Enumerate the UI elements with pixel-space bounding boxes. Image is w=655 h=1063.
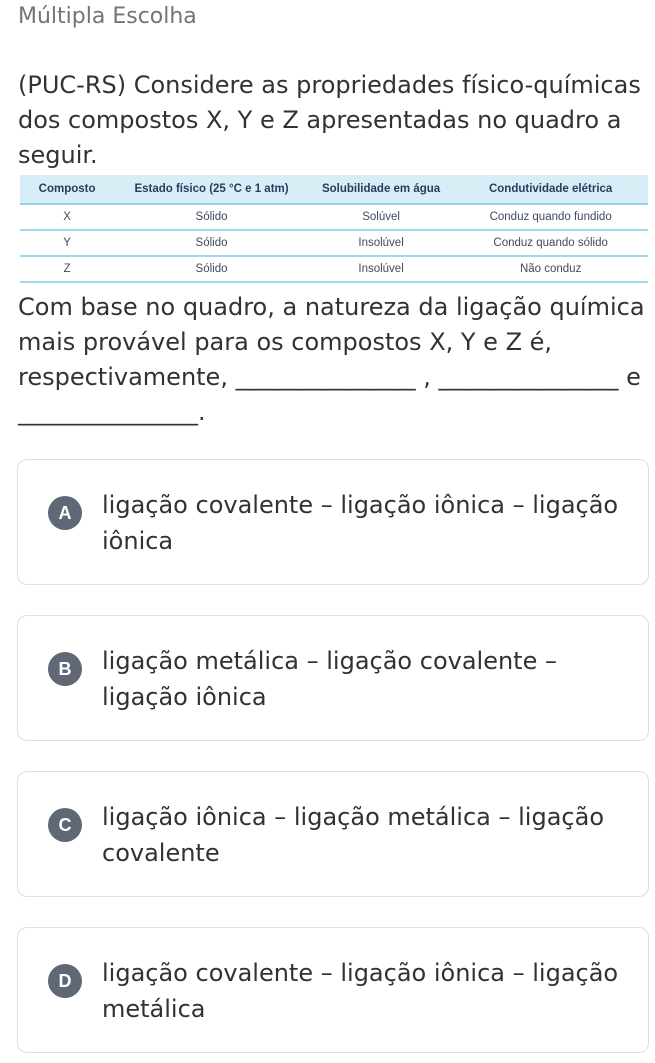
table-cell: Solúvel: [309, 204, 453, 230]
option-letter-badge: B: [48, 652, 82, 686]
option-letter-badge: C: [48, 808, 82, 842]
table-cell: Conduz quando fundido: [453, 204, 648, 230]
option-c[interactable]: [17, 771, 649, 897]
option-text: ligação metálica – ligação covalente – ligação iônica: [102, 647, 557, 711]
table-cell: X: [20, 204, 114, 230]
table-row: [20, 230, 648, 256]
table-row: [20, 204, 648, 230]
option-text: ligação covalente – ligação iônica – ligação iônica: [102, 491, 619, 555]
header-estado-fisico: Estado físico (25 °C e 1 atm): [114, 175, 309, 204]
table-header-row: [20, 175, 648, 204]
option-b[interactable]: [17, 615, 649, 741]
table-cell: Não conduz: [453, 256, 648, 282]
option-d[interactable]: [17, 927, 649, 1053]
table-cell: Z: [20, 256, 114, 282]
table-row: [20, 256, 648, 282]
table-cell: Sólido: [114, 230, 309, 256]
question-type-label: Múltipla Escolha: [18, 4, 197, 29]
table-cell: Insolúvel: [309, 230, 453, 256]
option-a[interactable]: [17, 459, 649, 585]
table-cell: Sólido: [114, 256, 309, 282]
header-solubilidade: Solubilidade em água: [309, 175, 453, 204]
properties-table: [20, 175, 648, 283]
question-prompt: Com base no quadro, a natureza da ligação química mais provável para os compostos X, Y e Z é, respectivamente, _______________ , _______________ e _______________.: [18, 293, 645, 426]
table-cell: Y: [20, 230, 114, 256]
header-condutividade: Condutividade elétrica: [453, 175, 648, 204]
option-text: ligação covalente – ligação iônica – ligação metálica: [102, 959, 619, 1023]
option-letter-badge: D: [48, 964, 82, 998]
header-composto: Composto: [20, 175, 114, 204]
question-statement: (PUC-RS) Considere as propriedades físico-químicas dos compostos X, Y e Z apresentadas no quadro a seguir.: [18, 71, 641, 169]
table-cell: Insolúvel: [309, 256, 453, 282]
table-cell: Conduz quando sólido: [453, 230, 648, 256]
option-text: ligação iônica – ligação metálica – ligação covalente: [102, 803, 604, 867]
option-letter-badge: A: [48, 496, 82, 530]
table-cell: Sólido: [114, 204, 309, 230]
